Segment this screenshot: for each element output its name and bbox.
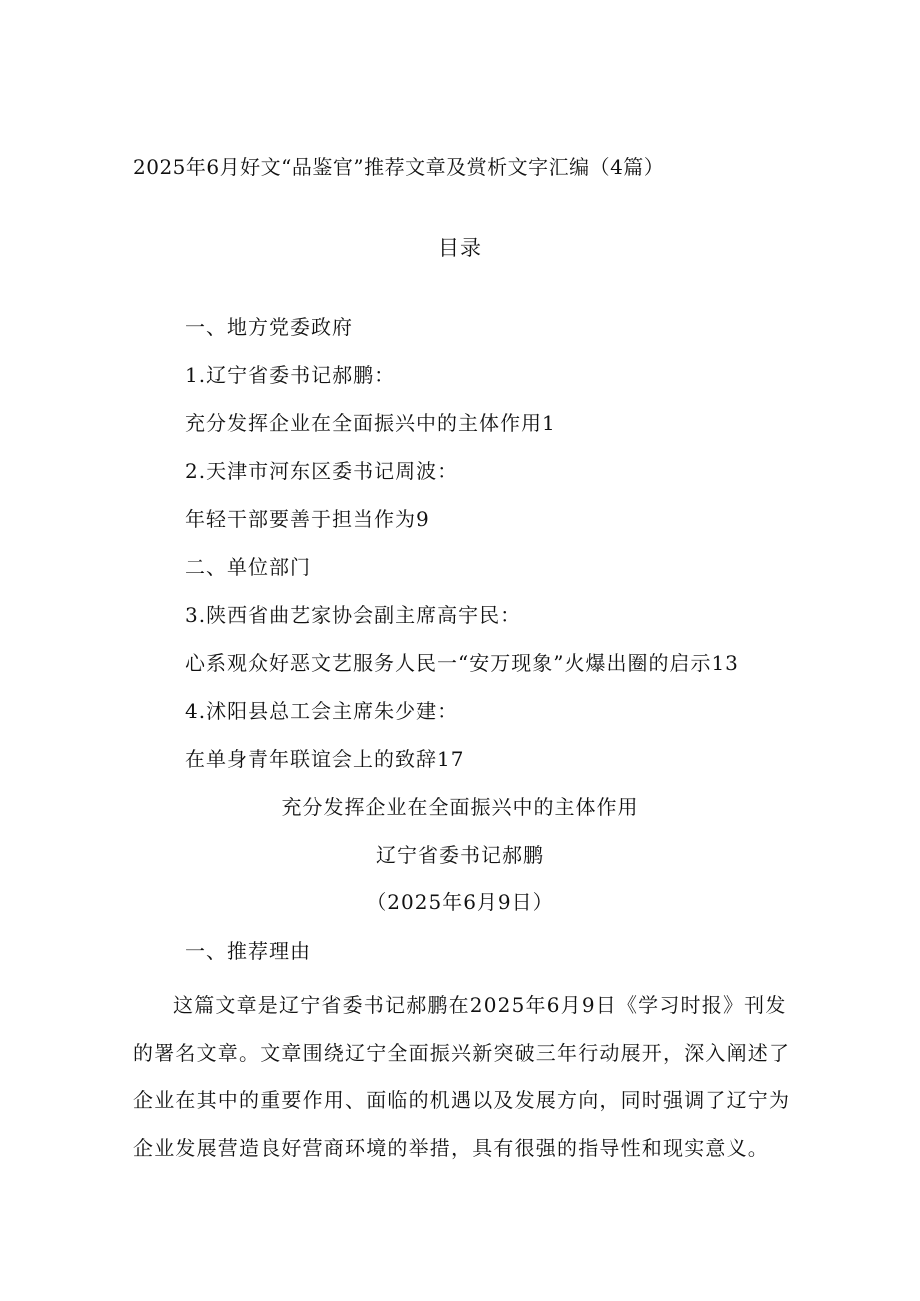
paragraph-line: 企业发展营造良好营商环境的举措，具有很强的指导性和现实意义。	[133, 1135, 769, 1160]
toc-item-number: 2.天津市河东区委书记周波：	[185, 459, 459, 483]
toc-section-heading: 二、单位部门	[185, 555, 311, 579]
toc-item-number: 1.辽宁省委书记郝鹏：	[185, 363, 396, 387]
toc-item-title: 在单身青年联谊会上的致辞17	[185, 747, 465, 771]
paragraph-line: 的署名文章。文章围绕辽宁全面振兴新突破三年行动展开，深入阐述了	[133, 1040, 791, 1065]
toc-item-title: 年轻干部要善于担当作为9	[185, 507, 430, 531]
paragraph-line: 这篇文章是辽宁省委书记郝鹏在2025年6月9日《学习时报》刊发	[173, 993, 787, 1017]
toc-item-number: 4.沭阳县总工会主席朱少建：	[185, 699, 459, 723]
toc-item-title: 心系观众好恶文艺服务人民一“安万现象”火爆出圈的启示13	[185, 651, 739, 675]
recommendation-paragraph	[133, 982, 793, 1172]
article-date: （2025年6月9日）	[366, 890, 554, 914]
document-title: 2025年6月好文“品鉴官”推荐文章及赏析文字汇编（4篇）	[133, 155, 665, 179]
toc-item-title: 充分发挥企业在全面振兴中的主体作用1	[185, 411, 556, 435]
toc-item-number: 3.陕西省曲艺家协会副主席高宇民：	[185, 603, 522, 627]
article-author: 辽宁省委书记郝鹏	[376, 843, 544, 867]
toc-section-heading: 一、地方党委政府	[185, 315, 353, 339]
paragraph-line: 企业在其中的重要作用、面临的机遇以及发展方向，同时强调了辽宁为	[133, 1088, 791, 1112]
toc-heading: 目录	[438, 236, 482, 260]
section-heading: 一、推荐理由	[185, 939, 311, 963]
article-title: 充分发挥企业在全面振兴中的主体作用	[281, 795, 639, 819]
